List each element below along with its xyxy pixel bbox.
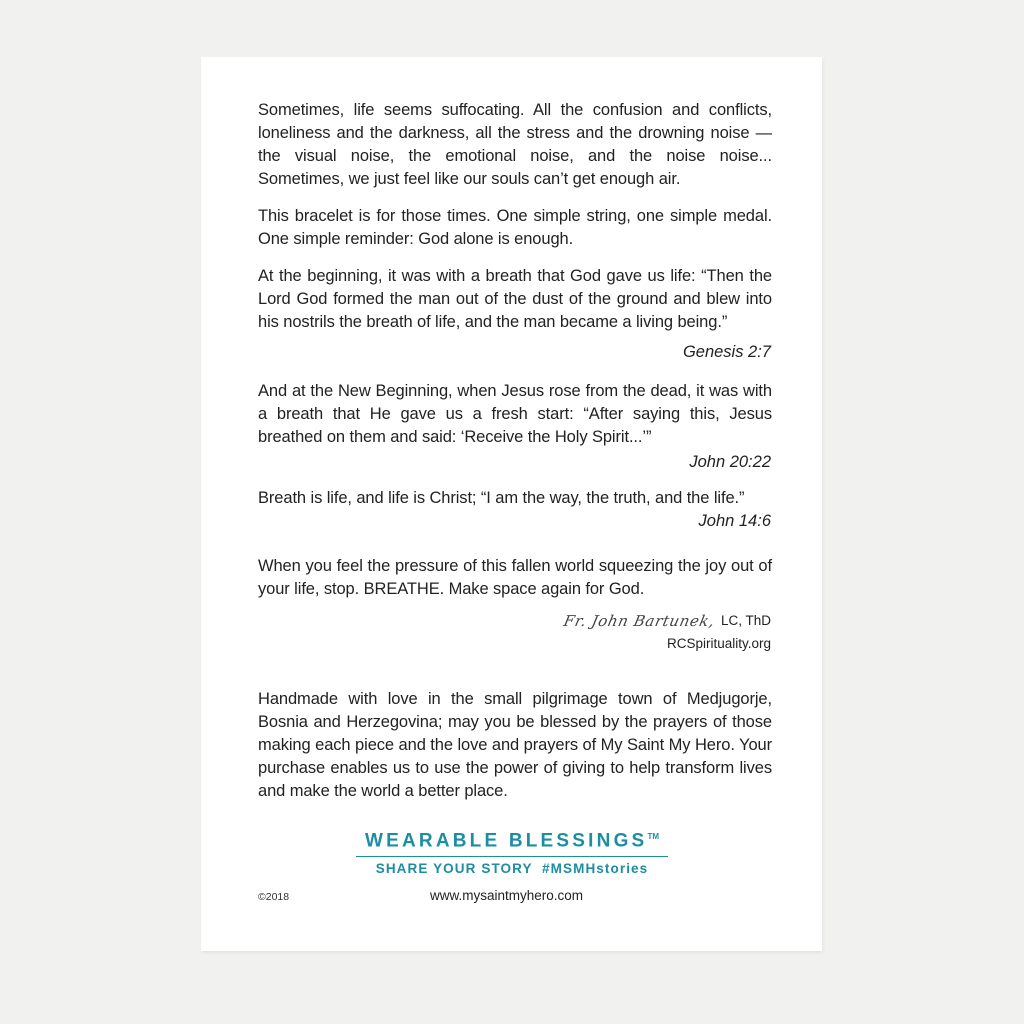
signature-website: RCSpirituality.org — [666, 636, 771, 651]
paragraph-handmade: Handmade with love in the small pilgrimage town of Medjugorje, Bosnia and Herzegovina; may you be blessed by the prayers of those making each piece and the love and prayers of My Saint My Hero. Your purchase enables us to use the power of giving to help transform lives and make the world a better place. — [258, 690, 772, 800]
paragraph-beginning: At the beginning, it was with a breath that God gave us life: “Then the Lord God formed the man out of the dust of the ground and blew into his nostrils the breath of life, and the man became a living being.” — [258, 267, 772, 331]
paragraph-new-beginning: And at the New Beginning, when Jesus rose from the dead, it was with a breath that He gave us a fresh start: “After saying this, Jesus breathed on them and said: ‘Receive the Holy Spirit...’” — [258, 382, 772, 446]
brand-title — [356, 824, 668, 854]
reference-john-20: John 20:22 — [689, 453, 771, 471]
paragraph-bracelet: This bracelet is for those times. One simple string, one simple medal. One simple reminder: God alone is enough. — [258, 207, 772, 248]
website-url: www.mysaintmyhero.com — [430, 888, 584, 903]
reference-genesis: Genesis 2:7 — [682, 343, 771, 361]
brand-divider — [356, 856, 668, 857]
paragraph-breath-is-life: Breath is life, and life is Christ; “I am the way, the truth, and the life.” — [258, 489, 745, 507]
reference-john-14: John 14:6 — [698, 512, 771, 530]
brand-subtitle: SHARE YOUR STORY #MSMHstories — [375, 861, 649, 877]
signature-line — [564, 612, 771, 630]
brand-block — [356, 824, 668, 878]
signature: Fr. John Bartunek, — [562, 612, 717, 630]
trademark-mark: TM — [647, 832, 659, 841]
signature-credentials: LC, ThD — [720, 613, 771, 628]
brand-title-text: WEARABLE BLESSINGS — [364, 830, 648, 852]
copyright: ©2018 — [258, 891, 290, 903]
paragraph-suffocating: Sometimes, life seems suffocating. All the confusion and conflicts, loneliness and the darkness, all the stress and the drowning noise —the visual noise, the emotional noise, and the noise noise... Sometimes, we just feel like our souls can’t get enough air. — [258, 101, 772, 188]
paragraph-breathe: When you feel the pressure of this fallen world squeezing the joy out of your life, stop. BREATHE. Make space again for God. — [258, 557, 772, 598]
